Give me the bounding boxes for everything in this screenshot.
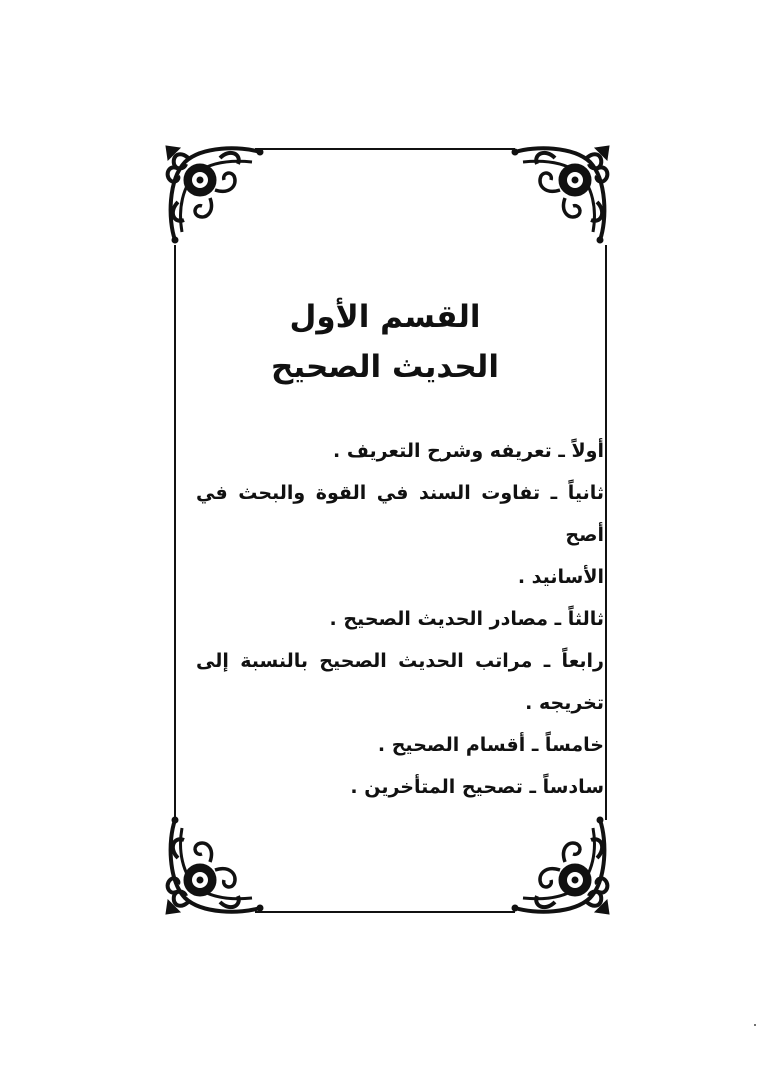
scan-speck	[754, 1024, 756, 1026]
frame-bottom-line	[255, 911, 515, 913]
section-title: القسم الأول	[289, 299, 481, 335]
list-item	[196, 724, 604, 766]
section-subtitle: الحديث الصحيح	[271, 349, 499, 385]
corner-ornament-bottom-left	[160, 810, 270, 920]
contents-list	[196, 430, 604, 808]
list-item	[196, 598, 604, 640]
corner-ornament-bottom-right	[505, 810, 615, 920]
list-item	[196, 472, 604, 598]
list-item-line: خامساً ـ أقسام الصحيح .	[377, 734, 604, 756]
list-item	[196, 430, 604, 472]
list-item-line: رابعاً ـ مراتب الحديث الصحيح بالنسبة إلى	[196, 650, 604, 672]
list-item-line: الأسانيد .	[517, 566, 604, 588]
list-item-line: سادساً ـ تصحيح المتأخرين .	[350, 776, 604, 798]
frame-right-line	[605, 245, 607, 820]
frame-top-line	[255, 148, 515, 150]
list-item-line: ثالثاً ـ مصادر الحديث الصحيح .	[329, 608, 604, 630]
list-item-line: تخريجه .	[525, 692, 604, 714]
list-item-line: أولاً ـ تعريفه وشرح التعريف .	[333, 440, 604, 462]
list-item	[196, 766, 604, 808]
list-item	[196, 640, 604, 724]
section-heading	[170, 292, 600, 392]
list-item-line: ثانياً ـ تفاوت السند في القوة والبحث في أصح	[196, 482, 604, 546]
corner-ornament-top-right	[505, 140, 615, 250]
corner-ornament-top-left	[160, 140, 270, 250]
